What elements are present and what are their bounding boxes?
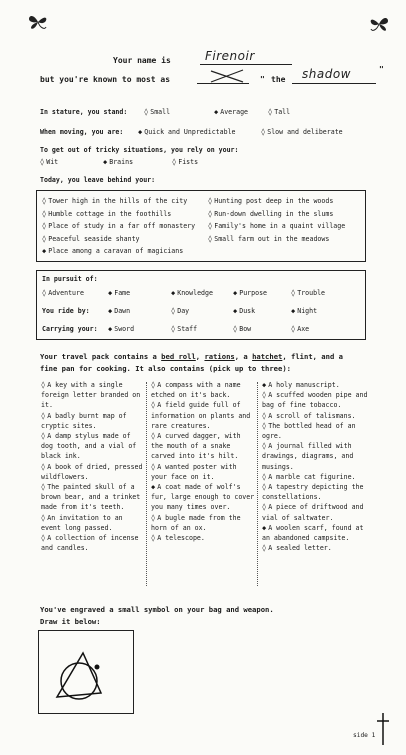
- stature-option-average[interactable]: ◆ Average: [214, 108, 248, 116]
- name-value[interactable]: Firenoir: [205, 49, 255, 63]
- pack-column-2: [151, 380, 255, 543]
- drawn-symbol-icon: [39, 631, 133, 713]
- pack-option[interactable]: ◊ A journal filled with drawings, diagrams, and musings.: [262, 441, 368, 472]
- ride-option-dusk[interactable]: ◆ Dusk: [233, 307, 255, 315]
- pack-option[interactable]: ◊ A collection of incense and candles.: [41, 533, 144, 553]
- pack-option[interactable]: ◊ A tapestry depicting the constellations.: [262, 482, 368, 502]
- pack-option[interactable]: ◊ A scroll of talismans.: [262, 411, 368, 421]
- leave-right-list: [208, 195, 345, 245]
- sword-mark-icon: [376, 712, 390, 746]
- name-underline: [200, 64, 292, 65]
- leave-box: [36, 190, 366, 262]
- pack-option[interactable]: ◊ The bottled head of an ogre.: [262, 421, 368, 441]
- symbol-line1: You've engraved a small symbol on your bag and weapon.: [40, 605, 274, 614]
- stature-row: [40, 108, 291, 116]
- ride-label: You ride by:: [42, 307, 90, 315]
- tricky-label: To get out of tricky situations, you rely on your:: [40, 146, 239, 154]
- pack-intro-text: Your travel pack contains a: [40, 352, 162, 361]
- pack-option[interactable]: ◊ A badly burnt map of cryptic sites.: [41, 411, 144, 431]
- pack-intro-line2: fine pan for cooking. It also contains (pick up to three):: [40, 364, 291, 373]
- pack-intro-text: , flint, and a: [282, 352, 343, 361]
- nickname-value[interactable]: shadow: [302, 67, 351, 81]
- symbol-line2: Draw it below:: [40, 617, 101, 626]
- tricky-option-brains[interactable]: ◆ Brains: [103, 158, 133, 166]
- pack-option[interactable]: ◊ An invitation to an event long passed.: [41, 513, 144, 533]
- leave-option[interactable]: ◊ Hunting post deep in the woods: [208, 195, 345, 208]
- pack-option-selected[interactable]: ◆ A holy manuscript.: [262, 380, 368, 390]
- pack-item-bedroll: bed roll: [161, 352, 196, 361]
- pack-intro-line1: [40, 352, 343, 361]
- known-as-label: but you're known to most as: [40, 75, 171, 84]
- pack-option[interactable]: ◊ The painted skull of a brown bear, and a trinket made from it's teeth.: [41, 482, 144, 513]
- pack-option[interactable]: ◊ A piece of driftwood and vial of saltwater.: [262, 502, 368, 522]
- pack-option-selected[interactable]: ◆ A woolen scarf, found at an abandoned campsite.: [262, 523, 368, 543]
- title-underline: [197, 83, 249, 84]
- stature-option-small[interactable]: ◊ Small: [144, 108, 170, 116]
- leave-option[interactable]: ◊ Tower high in the hills of the city: [42, 195, 195, 208]
- pack-column-1: [41, 380, 144, 553]
- pursuit-option-fame[interactable]: ◆ Fame: [108, 289, 130, 297]
- column-divider: [146, 382, 147, 586]
- leave-left-list: [42, 195, 195, 258]
- stature-option-tall[interactable]: ◊ Tall: [268, 108, 290, 116]
- pack-option[interactable]: ◊ A sealed letter.: [262, 543, 368, 553]
- moving-option-quick[interactable]: ◆ Quick and Unpredictable: [138, 128, 236, 136]
- quote-mark-open: ": [260, 75, 265, 84]
- pursuit-box: [36, 270, 366, 340]
- symbol-drawing-box[interactable]: [38, 630, 134, 714]
- pack-option[interactable]: ◊ A scuffed wooden pipe and bag of fine tobacco.: [262, 390, 368, 410]
- pack-option[interactable]: ◊ A key with a single foreign letter branded on it.: [41, 380, 144, 411]
- leave-option[interactable]: ◊ Humble cottage in the foothills: [42, 208, 195, 221]
- carry-option-axe[interactable]: ◊ Axe: [291, 325, 309, 333]
- pursuit-option-purpose[interactable]: ◆ Purpose: [233, 289, 267, 297]
- moving-row: [40, 128, 343, 136]
- pursuit-label: In pursuit of:: [42, 275, 98, 283]
- page-side-label: side 1: [353, 732, 376, 739]
- tricky-option-fists[interactable]: ◊ Fists: [172, 158, 198, 166]
- quote-mark-close: ": [379, 65, 384, 74]
- pack-sep: , a: [234, 352, 253, 361]
- leave-label: Today, you leave behind your:: [40, 176, 156, 184]
- carry-option-sword[interactable]: ◆ Sword: [108, 325, 134, 333]
- pack-sep: ,: [195, 352, 205, 361]
- stature-label: In stature, you stand:: [40, 108, 128, 116]
- pack-option[interactable]: ◊ A telescope.: [151, 533, 255, 543]
- pack-option-selected[interactable]: ◆ A coat made of wolf's fur, large enough to cover you many times over.: [151, 482, 255, 513]
- leave-option[interactable]: ◊ Place of study in a far off monastery: [42, 220, 195, 233]
- leave-option[interactable]: ◊ Small farm out in the meadows: [208, 233, 345, 246]
- leaf-flourish-right-icon: [367, 12, 391, 36]
- pack-option[interactable]: ◊ A compass with a name etched on it's back.: [151, 380, 255, 400]
- tricky-option-wit[interactable]: ◊ Wit: [40, 158, 58, 166]
- pursuit-option-trouble[interactable]: ◊ Trouble: [291, 289, 325, 297]
- carry-label: Carrying your:: [42, 325, 98, 333]
- leave-option-selected[interactable]: ◆ Place among a caravan of magicians: [42, 245, 195, 258]
- ride-option-day[interactable]: ◊ Day: [171, 307, 189, 315]
- leaf-flourish-left-icon: [26, 10, 50, 34]
- name-label: Your name is: [113, 56, 171, 65]
- crossed-out-mark-icon: [203, 68, 255, 84]
- pursuit-option-knowledge[interactable]: ◆ Knowledge: [171, 289, 213, 297]
- carry-option-staff[interactable]: ◊ Staff: [171, 325, 197, 333]
- ride-option-night[interactable]: ◆ Night: [291, 307, 317, 315]
- pack-option[interactable]: ◊ A damp stylus made of dog tooth, and a vial of black ink.: [41, 431, 144, 462]
- pack-option[interactable]: ◊ A marble cat figurine.: [262, 472, 368, 482]
- pack-column-3: [262, 380, 368, 553]
- pack-items-box: [36, 380, 368, 588]
- moving-label: When moving, you are:: [40, 128, 124, 136]
- pack-option[interactable]: ◊ A curved dagger, with the mouth of a snake carved into it's hilt.: [151, 431, 255, 462]
- moving-option-slow[interactable]: ◊ Slow and deliberate: [261, 128, 343, 136]
- pack-option[interactable]: ◊ A bugle made from the horn of an ox.: [151, 513, 255, 533]
- ride-option-dawn[interactable]: ◆ Dawn: [108, 307, 130, 315]
- leave-option[interactable]: ◊ Family's home in a quaint village: [208, 220, 345, 233]
- leave-option[interactable]: ◊ Peaceful seaside shanty: [42, 233, 195, 246]
- pack-item-rations: rations: [204, 352, 235, 361]
- pack-item-hatchet: hatchet: [252, 352, 283, 361]
- tricky-label-row: [40, 146, 239, 154]
- the-label: the: [271, 75, 286, 84]
- leave-label-row: [40, 176, 155, 184]
- pack-option[interactable]: ◊ A book of dried, pressed wildflowers.: [41, 462, 144, 482]
- column-divider: [257, 382, 258, 586]
- pursuit-option-adventure[interactable]: ◊ Adventure: [42, 289, 84, 297]
- pack-option[interactable]: ◊ A field guide full of information on plants and rare creatures.: [151, 400, 255, 431]
- carry-option-bow[interactable]: ◊ Bow: [233, 325, 251, 333]
- pack-option[interactable]: ◊ A wanted poster with your face on it.: [151, 462, 255, 482]
- leave-option[interactable]: ◊ Run-down dwelling in the slums: [208, 208, 345, 221]
- nickname-underline: [292, 83, 376, 84]
